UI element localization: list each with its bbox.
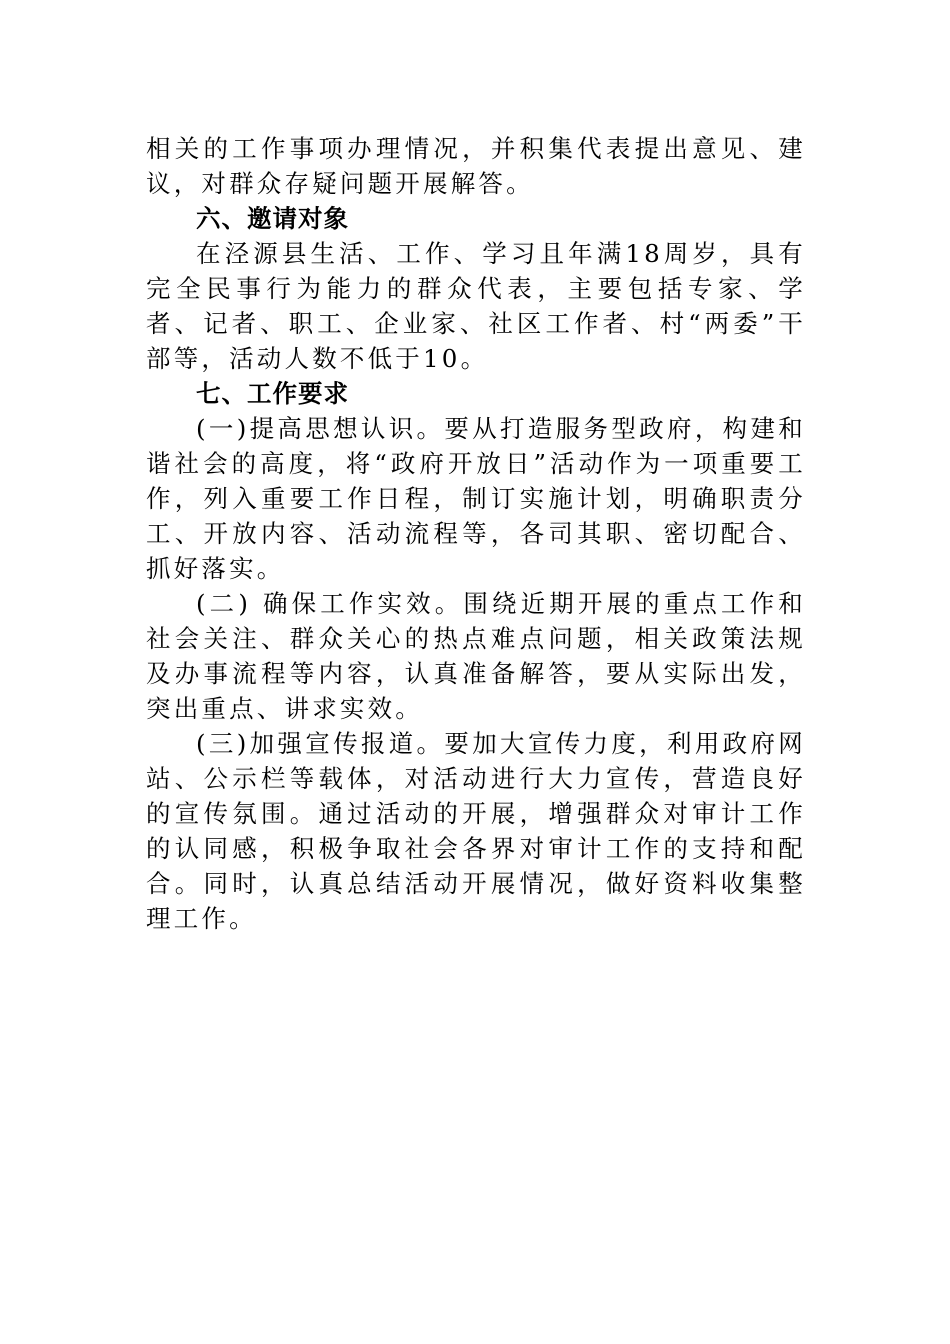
paragraph-continuation: 相关的工作事项办理情况，并积集代表提出意见、建议，对群众存疑问题开展解答。 [146,134,806,198]
document-body [146,131,806,936]
paragraph-requirement-3: (三)加强宣传报道。要加大宣传力度，利用政府网站、公示栏等载体，对活动进行大力宣传，营造良好的宣传氛围。通过活动的开展，增强群众对审计工作的认同感，积极争取社会各界对审计工作的支持和配合。同时，认真总结活动开展情况，做好资料收集整理工作。 [146,729,806,933]
section-heading-invitees: 六、邀请对象 [196,204,349,233]
paragraph-invitees: 在泾源县生活、工作、学习且年满18周岁，具有完全民事行为能力的群众代表，主要包括专家、学者、记者、职工、企业家、社区工作者、村“两委”干部等，活动人数不低于10。 [146,239,806,373]
paragraph-requirement-2: (二) 确保工作实效。围绕近期开展的重点工作和社会关注、群众关心的热点难点问题，相关政策法规及办事流程等内容，认真准备解答，要从实际出发，突出重点、讲求实效。 [146,589,806,723]
section-heading-requirements: 七、工作要求 [196,379,349,408]
paragraph-requirement-1: (一)提高思想认识。要从打造服务型政府，构建和谐社会的高度，将“政府开放日”活动作为一项重要工作，列入重要工作日程，制订实施计划，明确职责分工、开放内容、活动流程等，各司其职、密切配合、抓好落实。 [146,414,806,583]
